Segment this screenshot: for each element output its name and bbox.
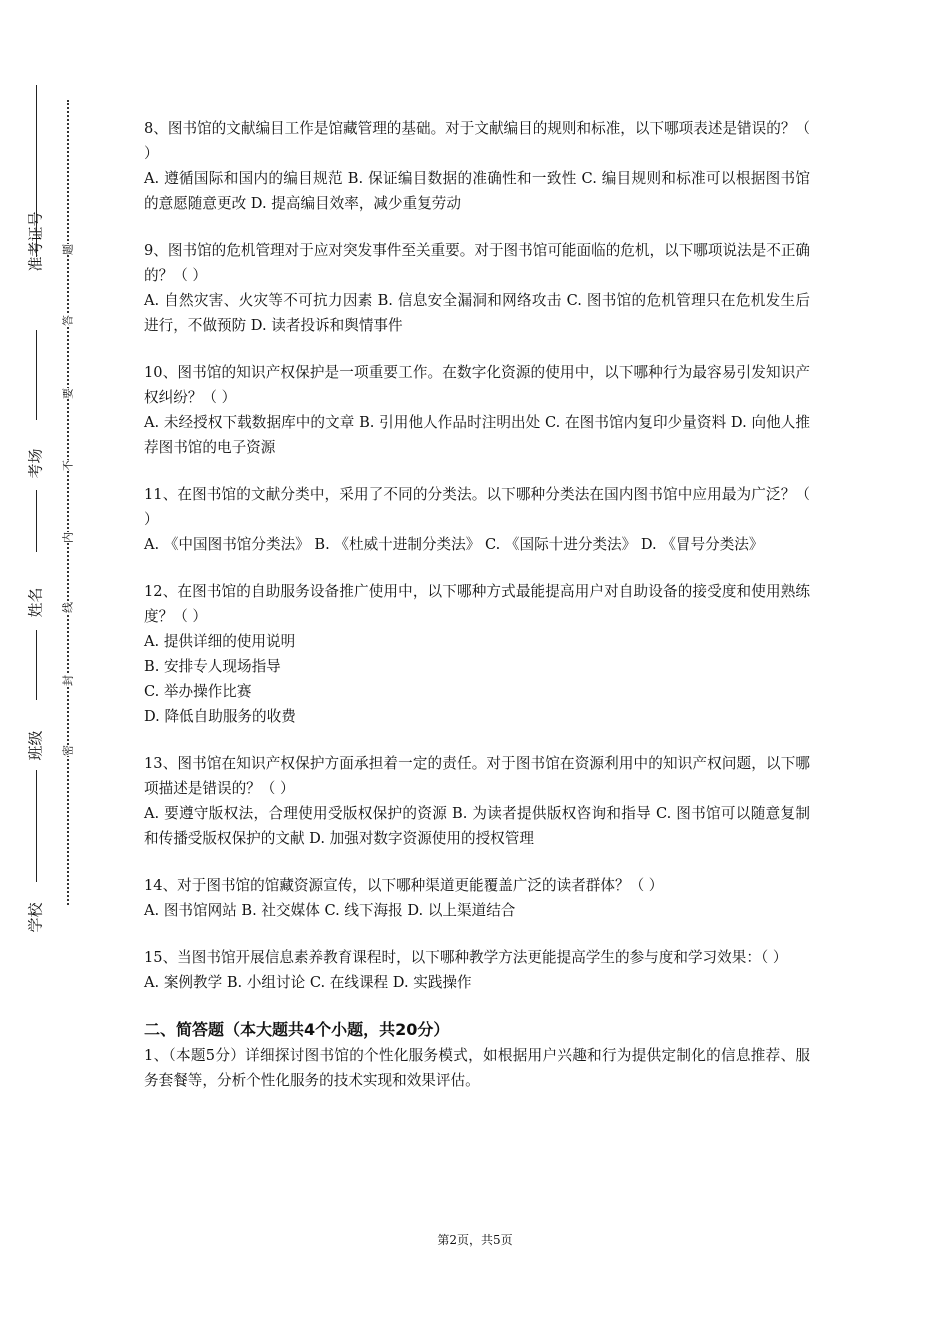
question-stem: 10、图书馆的知识产权保护是一项重要工作。在数字化资源的使用中，以下哪种行为最容易引发知识产权纠纷？（ ） xyxy=(144,364,810,406)
question-options: A. 自然灾害、火灾等不可抗力因素 B. 信息安全漏洞和网络攻击 C. 图书馆的危机管理只在危机发生后进行，不做预防 D. 读者投诉和舆情事件 xyxy=(144,292,810,334)
question-item xyxy=(144,873,810,923)
seal-char: 要 xyxy=(58,388,78,399)
binding-field-label: 姓名 xyxy=(26,587,45,618)
question-option: C. 举办操作比赛 xyxy=(144,683,252,700)
question-options: A. 未经授权下载数据库中的文章 B. 引用他人作品时注明出处 C. 在图书馆内复印少量资料 D. 向他人推荐图书馆的电子资源 xyxy=(144,414,810,456)
question-option: B. 安排专人现场指导 xyxy=(144,658,281,675)
question-option: D. 降低自助服务的收费 xyxy=(144,708,296,725)
field-underline xyxy=(36,330,37,420)
question-content xyxy=(144,116,810,1093)
question-stem: 8、图书馆的文献编目工作是馆藏管理的基础。对于文献编目的规则和标准，以下哪项表述是错误的？（ ） xyxy=(144,120,811,162)
question-options: A. 案例教学 B. 小组讨论 C. 在线课程 D. 实践操作 xyxy=(144,974,472,991)
question-stem: 9、图书馆的危机管理对于应对突发事件至关重要。对于图书馆可能面临的危机，以下哪项说法是不正确的？（ ） xyxy=(144,242,811,284)
question-option: A. 提供详细的使用说明 xyxy=(144,633,296,650)
seal-char: 封 xyxy=(58,675,78,686)
binding-margin xyxy=(0,0,110,1344)
question-stem: 12、在图书馆的自助服务设备推广使用中，以下哪种方式最能提高用户对自助设备的接受度和使用熟练度？（ ） xyxy=(144,583,810,625)
short-answer-item: 1、（本题5分）详细探讨图书馆的个性化服务模式，如根据用户兴趣和行为提供定制化的信息推荐、服务套餐等，分析个性化服务的技术实现和效果评估。 xyxy=(144,1047,810,1089)
page-footer: 第2页，共5页 xyxy=(437,1233,513,1247)
binding-field-label: 学校 xyxy=(26,902,45,933)
question-stem: 11、在图书馆的文献分类中，采用了不同的分类法。以下哪种分类法在国内图书馆中应用最为广泛？（ ） xyxy=(144,486,810,528)
seal-char: 内 xyxy=(58,532,78,543)
field-underline xyxy=(36,490,37,552)
question-item xyxy=(144,482,810,557)
question-item xyxy=(144,579,810,729)
field-underline xyxy=(36,630,37,700)
question-item xyxy=(144,238,810,338)
seal-char: 不 xyxy=(58,460,78,471)
question-options: A. 遵循国际和国内的编目规范 B. 保证编目数据的准确性和一致性 C. 编目规则和标准可以根据图书馆的意愿随意更改 D. 提高编目效率，减少重复劳动 xyxy=(144,170,810,212)
question-stem: 14、对于图书馆的馆藏资源宣传，以下哪种渠道更能覆盖广泛的读者群体？（ ） xyxy=(144,877,664,894)
seal-char: 线 xyxy=(58,602,78,613)
question-item xyxy=(144,116,810,216)
seal-char: 答 xyxy=(58,315,78,326)
binding-field-label: 准考证号 xyxy=(26,211,45,272)
binding-field-label: 班级 xyxy=(26,730,45,761)
question-options: A. 要遵守版权法，合理使用受版权保护的资源 B. 为读者提供版权咨询和指导 C. 图书馆可以随意复制和传播受版权保护的文献 D. 加强对数字资源使用的授权管理 xyxy=(144,805,810,847)
field-underline xyxy=(36,770,37,882)
seal-dotted-line xyxy=(67,100,69,905)
question-options: A. 图书馆网站 B. 社交媒体 C. 线下海报 D. 以上渠道结合 xyxy=(144,902,516,919)
question-item xyxy=(144,945,810,995)
question-options: A. 《中国图书馆分类法》 B. 《杜威十进制分类法》 C. 《国际十进分类法》 D. 《冒号分类法》 xyxy=(144,536,764,553)
seal-char: 题 xyxy=(58,244,78,255)
section-title: 二、简答题（本大题共4个小题，共20分） xyxy=(144,1020,450,1039)
question-item xyxy=(144,360,810,460)
section-short-answer xyxy=(144,1017,810,1093)
binding-field-label: 考场 xyxy=(26,448,45,479)
question-stem: 15、当图书馆开展信息素养教育课程时，以下哪种教学方法更能提高学生的参与度和学习效果：（ ） xyxy=(144,949,788,966)
question-item xyxy=(144,751,810,851)
seal-char: 密 xyxy=(58,745,78,756)
question-stem: 13、图书馆在知识产权保护方面承担着一定的责任。对于图书馆在资源利用中的知识产权问题，以下哪项描述是错误的？（ ） xyxy=(144,755,810,797)
